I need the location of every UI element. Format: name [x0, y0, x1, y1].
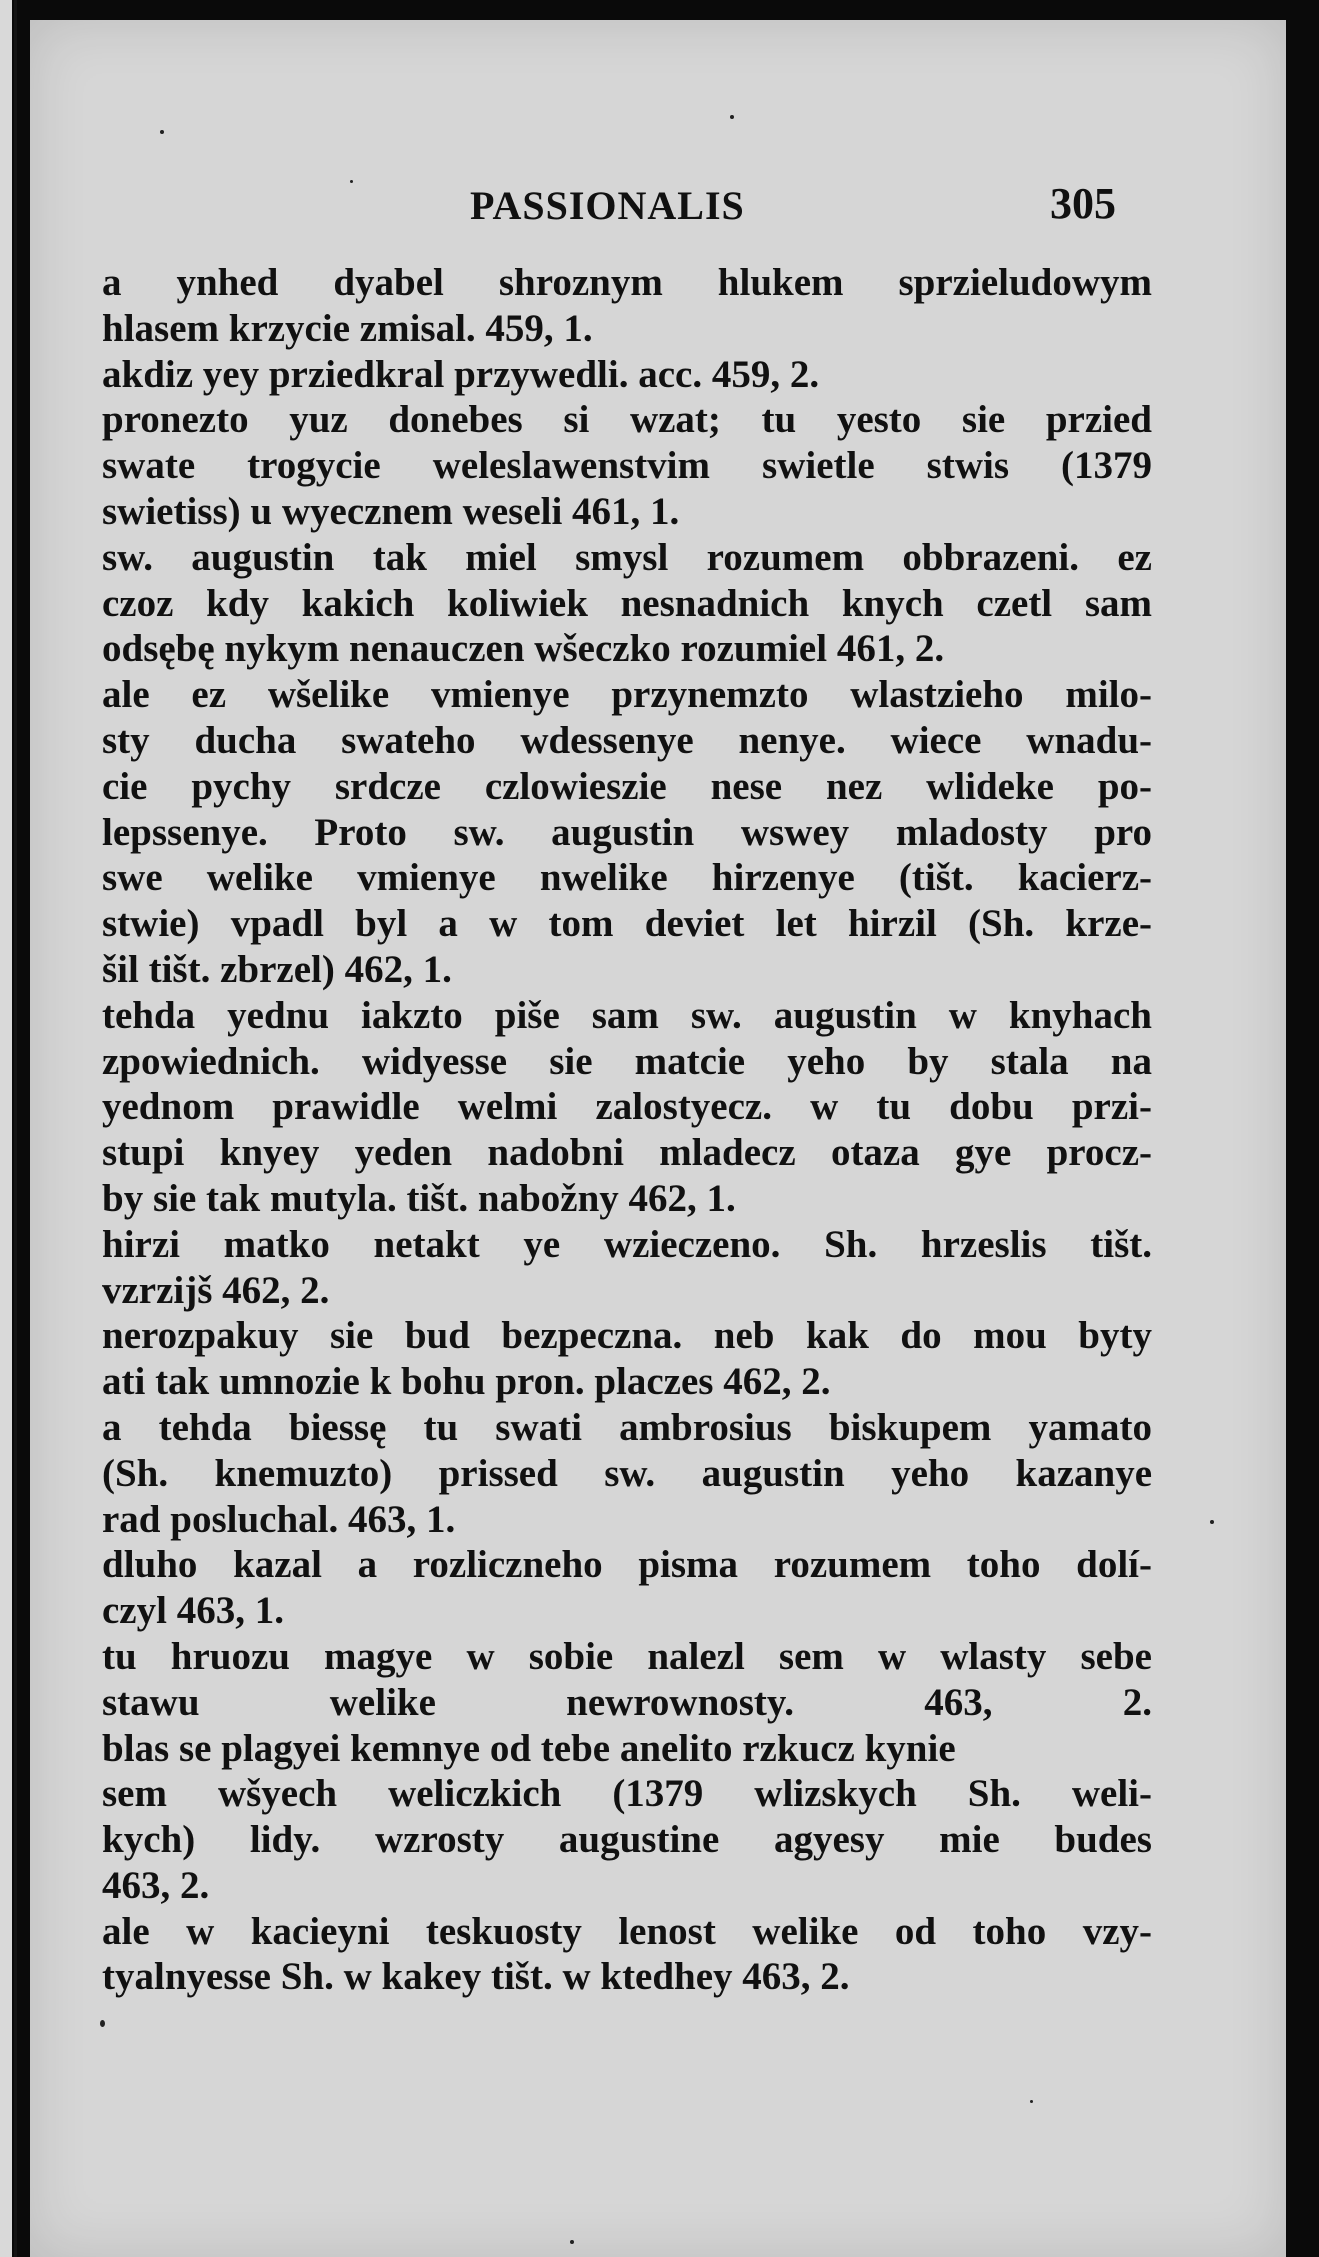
- text-line: ati tak umnozie k bohu pron. placzes 462, 2.: [102, 1360, 831, 1404]
- text-line: stupi knyey yeden nadobni mladecz otaza gye procz-: [102, 1131, 1152, 1175]
- text-line: stawu welike newrownosty. 463, 2.: [102, 1680, 1152, 1724]
- text-line: swate trogycie weleslawenstvim swietle stwis (1379: [102, 444, 1152, 488]
- page-header: [30, 170, 1286, 240]
- text-line: swe welike vmienye nwelike hirzenye (tišt. kacierz-: [102, 856, 1152, 900]
- text-line: czoz kdy kakich koliwiek nesnadnich knych czetl sam: [102, 581, 1152, 625]
- print-speck: [1030, 2100, 1033, 2103]
- text-line: lepssenye. Proto sw. augustin wswey mladosty pro: [102, 810, 1152, 854]
- text-line: cie pychy srdcze czlowieszie nese nez wlideke po-: [102, 764, 1152, 808]
- print-speck: [100, 2020, 105, 2027]
- print-speck: [730, 115, 734, 119]
- text-line: dluho kazal a rozliczneho pisma rozumem toho dolí-: [102, 1543, 1152, 1587]
- print-speck: [350, 180, 353, 183]
- text-line: yednom prawidle welmi zalostyecz. w tu dobu przi-: [102, 1085, 1152, 1129]
- text-line: ale w kacieyni teskuosty lenost welike od toho vzy-: [102, 1909, 1152, 1953]
- text-line: blas se plagyei kemnye od tebe anelito rzkucz kynie: [102, 1726, 956, 1770]
- text-line: tehda yednu iakzto piše sam sw. augustin w knyhach: [102, 993, 1152, 1037]
- text-line: akdiz yey prziedkral przywedli. acc. 459, 2.: [102, 352, 820, 396]
- text-line: tyalnyesse Sh. w kakey tišt. w ktedhey 463, 2.: [102, 1955, 850, 1999]
- text-line: kych) lidy. wzrosty augustine agyesy mie budes: [102, 1818, 1152, 1862]
- text-line: tu hruozu magye w sobie nalezl sem w wlasty sebe: [102, 1634, 1152, 1678]
- text-line: zpowiednich. widyesse sie matcie yeho by stala na: [102, 1039, 1152, 1083]
- print-speck: [1210, 1520, 1214, 1524]
- text-line: pronezto yuz donebes si wzat; tu yesto sie przied: [102, 398, 1152, 442]
- text-line: a ynhed dyabel shroznym hlukem sprzieludowym: [102, 261, 1152, 304]
- text-line: sty ducha swateho wdessenye nenye. wiece wnadu-: [102, 718, 1152, 762]
- text-line: swietiss) u wyecznem weseli 461, 1.: [102, 489, 680, 533]
- text-line: sw. augustin tak miel smysl rozumem obbrazeni. ez: [102, 535, 1152, 579]
- text-line: sem wšyech weliczkich (1379 wlizskych Sh. weli-: [102, 1772, 1152, 1816]
- adjacent-page-edge: [0, 0, 12, 2257]
- text-line: stwie) vpadl byl a w tom deviet let hirzil (Sh. krze-: [102, 902, 1152, 946]
- scanned-page: [30, 20, 1286, 2257]
- book-gutter-line: [14, 0, 17, 2257]
- text-line: hirzi matko netakt ye wzieczeno. Sh. hrzeslis tišt.: [102, 1222, 1152, 1266]
- text-line: rad posluchal. 463, 1.: [102, 1497, 456, 1541]
- text-line: by sie tak mutyla. tišt. nabožny 462, 1.: [102, 1176, 736, 1220]
- text-line: czyl 463, 1.: [102, 1589, 284, 1633]
- print-speck: [160, 130, 164, 134]
- text-line: ale ez wšelike vmienye przynemzto wlastzieho milo-: [102, 673, 1152, 717]
- text-line: šil tišt. zbrzel) 462, 1.: [102, 947, 452, 991]
- text-line: 463, 2.: [102, 1863, 210, 1907]
- text-line: a tehda biessę tu swati ambrosius biskupem yamato: [102, 1405, 1152, 1449]
- page-number: 305: [1050, 179, 1116, 228]
- print-speck: [570, 2240, 574, 2244]
- text-line: (Sh. knemuzto) prissed sw. augustin yeho kazanye: [102, 1451, 1152, 1495]
- text-line: nerozpakuy sie bud bezpeczna. neb kak do mou byty: [102, 1314, 1152, 1358]
- running-title: PASSIONALIS: [470, 183, 745, 228]
- text-line: odsębę nykym nenauczen wšeczko rozumiel 461, 2.: [102, 627, 945, 671]
- text-line: vzrzijš 462, 2.: [102, 1268, 330, 1312]
- body-text: [102, 260, 1152, 2000]
- text-line: hlasem krzycie zmisal. 459, 1.: [102, 306, 593, 350]
